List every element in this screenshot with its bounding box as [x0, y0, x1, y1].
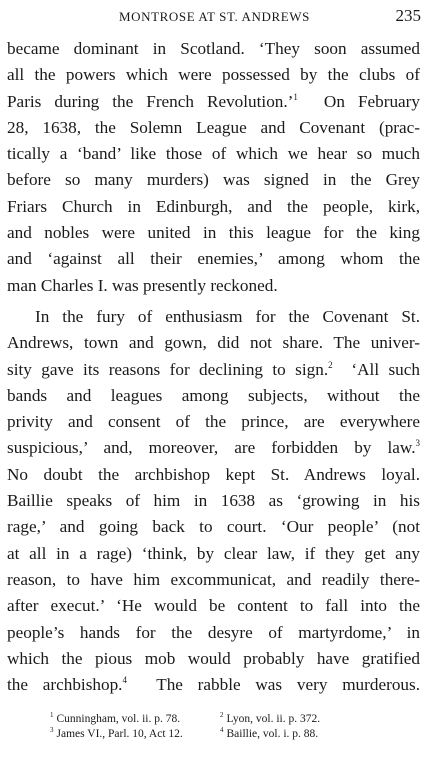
text-line: bands and leagues among subjects, without the [7, 385, 420, 405]
text-line: Andrews, town and gown, did not share. The univer- [7, 333, 420, 353]
page-number: 235 [395, 6, 421, 25]
footnote-item [50, 712, 220, 727]
paragraph-2 [7, 304, 420, 698]
running-title: MONTROSE AT ST. ANDREWS [118, 9, 310, 24]
text-line: reason, to have him excommunicat, and readily there- [7, 569, 420, 589]
footnote-text: Lyon, vol. ii. p. 372. [226, 713, 321, 725]
text-line: Baillie speaks of him in 1638 as ‘growing in his [7, 491, 420, 511]
footnote-mark: 3 [50, 726, 54, 734]
footnote-mark: 2 [220, 711, 224, 719]
text-line [7, 89, 420, 115]
footnote-ref: 1 [293, 91, 298, 102]
body-text [7, 36, 420, 698]
footnote-row [50, 727, 390, 742]
text-line: privity and consent of the prince, are everywhere [7, 412, 420, 432]
footnote-ref: 4 [122, 675, 127, 686]
footnote-text: James VI., Parl. 10, Act 12. [56, 728, 183, 740]
text-segment: On February [297, 91, 420, 111]
text-line: tically a ‘band’ like those of which we hear so much [7, 144, 420, 164]
text-segment: suspicious,’ and, moreover, are forbidden by law. [7, 438, 416, 458]
footnotes [50, 712, 390, 742]
text-segment: ‘All such [332, 359, 420, 379]
footnote-item [220, 727, 390, 742]
text-line: and nobles were united in this league for the king [7, 223, 420, 243]
footnote-ref: 3 [415, 438, 420, 449]
text-line: which the pious mob would probably have gratified [7, 648, 420, 668]
running-head [8, 6, 421, 28]
text-line: became dominant in Scotland. ‘They soon assumed [7, 39, 420, 58]
paragraph-1 [7, 36, 420, 299]
text-line: Friars Church in Edinburgh, and the people, kirk, [7, 196, 420, 216]
text-segment: sity gave its reasons for declining to sign. [7, 359, 329, 379]
text-line: all the powers which were possessed by the clubs of [7, 65, 420, 85]
text-line: before so many murders) was signed in the Grey [7, 170, 420, 190]
text-line: after execut.’ ‘He would be content to fall into the [7, 596, 420, 616]
text-line: people’s hands for the desyre of martyrdome,’ in [7, 622, 420, 642]
text-line: rage,’ and going back to court. ‘Our people’ (not [7, 517, 420, 537]
text-segment: The rabble was very murderous. [126, 675, 420, 695]
text-line: No doubt the archbishop kept St. Andrews loyal. [7, 464, 420, 484]
footnote-text: Baillie, vol. i. p. 88. [226, 728, 319, 740]
text-line: man Charles I. was presently reckoned. [7, 275, 278, 295]
text-line: at all in a rage) ‘think, by clear law, if they get any [7, 543, 420, 563]
footnote-item [50, 727, 220, 742]
text-line: In the fury of enthusiasm for the Covenant St. [35, 306, 420, 326]
footnote-ref: 2 [328, 359, 333, 370]
footnote-item [220, 712, 390, 727]
text-line [7, 435, 420, 461]
footnote-text: Cunningham, vol. ii. p. 78. [56, 713, 181, 725]
text-segment: the archbishop. [7, 675, 123, 695]
footnote-row [50, 712, 390, 727]
text-segment: Paris during the French Revolution.’ [7, 91, 294, 111]
text-line: 28, 1638, the Solemn League and Covenant (prac- [7, 117, 420, 137]
text-line: and ‘against all their enemies,’ among whom the [7, 249, 420, 269]
footnote-mark: 1 [50, 711, 54, 719]
text-line [7, 672, 420, 698]
footnote-mark: 4 [220, 726, 224, 734]
text-line [7, 357, 420, 383]
